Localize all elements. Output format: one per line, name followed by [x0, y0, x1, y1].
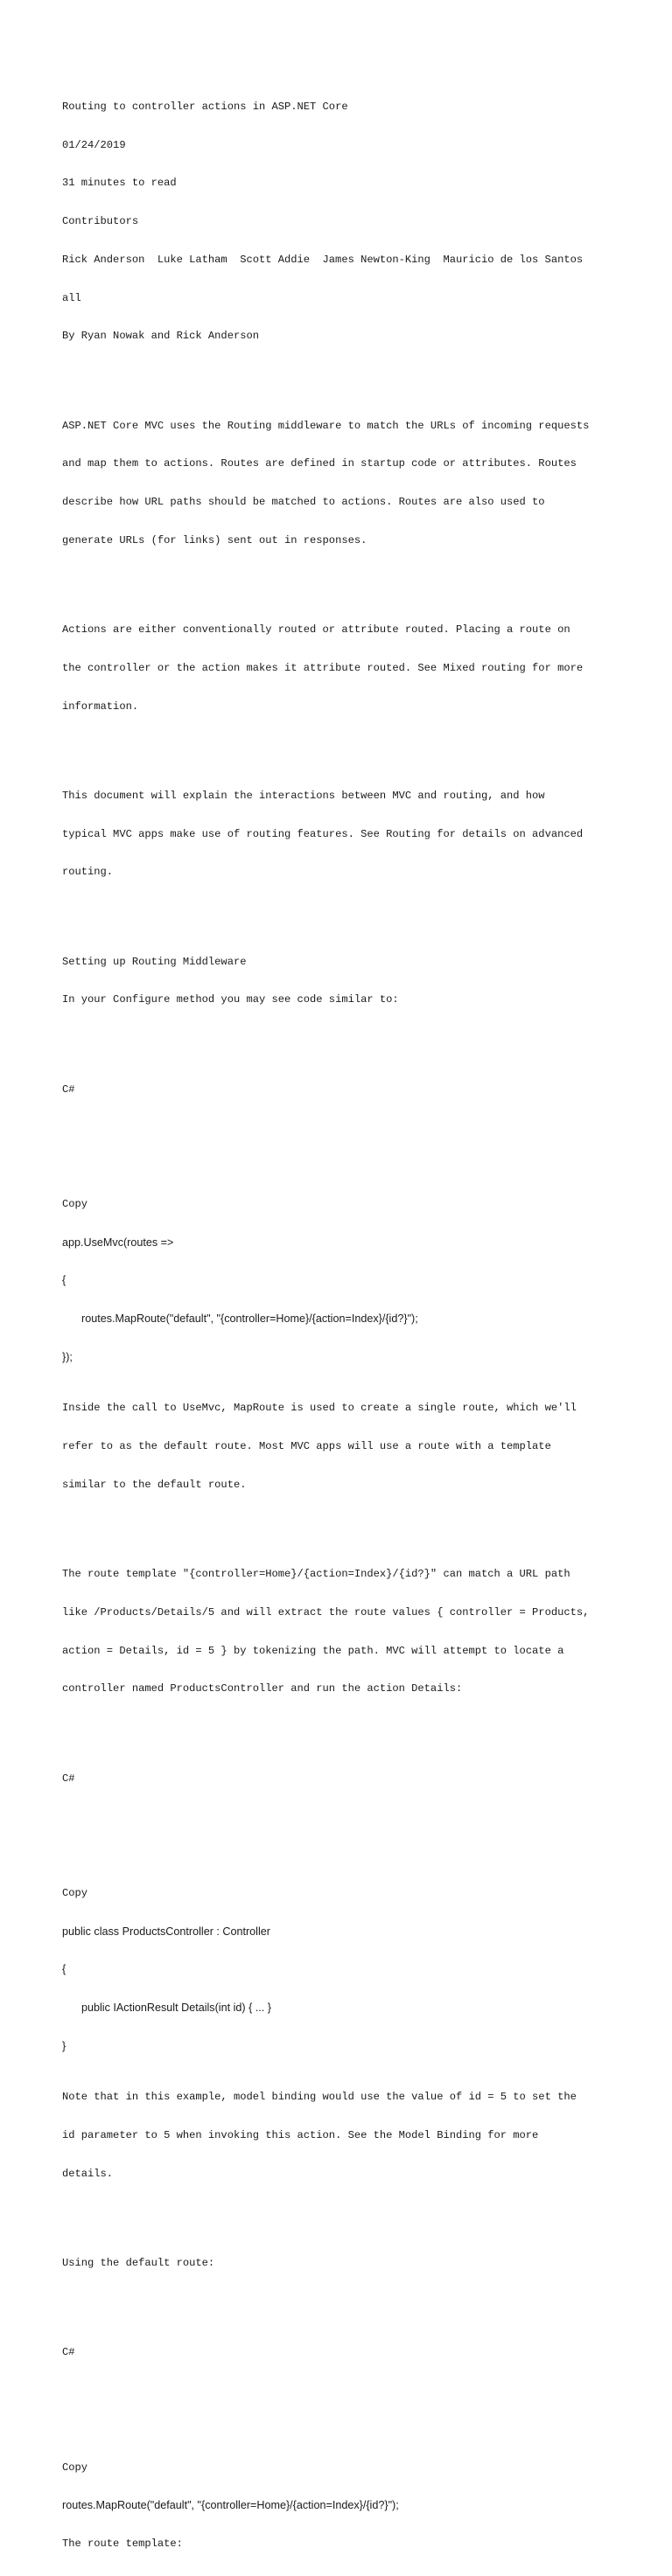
intro-paragraph-3-line: routing. — [62, 866, 114, 879]
body-paragraph-line: Inside the call to UseMvc, MapRoute is used to create a single route, which we'll — [62, 1402, 577, 1415]
copy-code-button[interactable]: Copy — [62, 1197, 88, 1210]
contributor-link[interactable]: Scott Addie — [240, 253, 311, 266]
body-paragraph-line: The route template: — [62, 2538, 183, 2551]
code-line: routes.MapRoute("default", "{controller=Home}/{action=Index}/{id?}"); — [62, 2499, 399, 2512]
copy-code-button[interactable]: Copy — [62, 1886, 88, 1899]
intro-paragraph-3-line: typical MVC apps make use of routing features. See Routing for details on advanced — [62, 827, 584, 840]
code-line: public class ProductsController : Controller — [62, 1925, 270, 1938]
body-paragraph-line: Note that in this example, model binding would use the value of id = 5 to set the — [62, 2091, 577, 2104]
read-time: 31 minutes to read — [62, 177, 177, 190]
byline: By Ryan Nowak and Rick Anderson — [62, 330, 259, 343]
intro-paragraph-2-line: information. — [62, 700, 139, 713]
code-language-label: C# — [62, 1083, 75, 1096]
body-paragraph-line: similar to the default route. — [62, 1478, 247, 1491]
publish-date: 01/24/2019 — [62, 138, 126, 151]
code-language-label: C# — [62, 1772, 75, 1785]
body-paragraph-line: The route template "{controller=Home}/{action=Index}/{id?}" can match a URL path — [62, 1568, 570, 1581]
code-line: { — [62, 1963, 66, 1976]
intro-paragraph-3-line: This document will explain the interactions between MVC and routing, and how — [62, 789, 545, 802]
contributor-link[interactable]: James Newton-King — [322, 253, 430, 266]
intro-paragraph-2-line: Actions are either conventionally routed or attribute routed. Placing a route on — [62, 623, 570, 637]
contributor-link[interactable]: Mauricio de los Santos — [443, 253, 584, 266]
code-line: routes.MapRoute("default", "{controller=Home}/{action=Index}/{id?}"); — [81, 1312, 418, 1326]
page-title: Routing to controller actions in ASP.NET Core — [62, 100, 348, 113]
body-paragraph-line: action = Details, id = 5 } by tokenizing the path. MVC will attempt to locate a — [62, 1644, 564, 1657]
intro-paragraph-1-line: and map them to actions. Routes are defined in startup code or attributes. Routes — [62, 457, 577, 470]
body-paragraph-line: id parameter to 5 when invoking this action. See the Model Binding for more — [62, 2129, 539, 2142]
code-line: }); — [62, 1350, 73, 1363]
section-heading: Setting up Routing Middleware — [62, 955, 247, 968]
contributors-label: Contributors — [62, 215, 139, 228]
body-paragraph-line: like /Products/Details/5 and will extract the route values { controller = Products, — [62, 1605, 590, 1619]
intro-paragraph-1-line: generate URLs (for links) sent out in responses. — [62, 533, 368, 547]
intro-paragraph-2-line: the controller or the action makes it attribute routed. See Mixed routing for more — [62, 661, 584, 674]
body-paragraph-line: controller named ProductsController and run the action Details: — [62, 1682, 463, 1695]
contributors-all-link[interactable]: all — [62, 291, 81, 304]
section-lead: In your Configure method you may see code similar to: — [62, 993, 399, 1006]
code-line: } — [62, 2040, 66, 2053]
code-line: { — [62, 1274, 66, 1287]
body-paragraph-line: refer to as the default route. Most MVC apps will use a route with a template — [62, 1440, 551, 1453]
intro-paragraph-1-line: ASP.NET Core MVC uses the Routing middleware to match the URLs of incoming requests — [62, 419, 590, 432]
contributor-link[interactable]: Luke Latham — [157, 253, 228, 266]
code-language-label: C# — [62, 2346, 75, 2359]
copy-code-button[interactable]: Copy — [62, 2461, 88, 2474]
code-line: public IActionResult Details(int id) { ... } — [81, 2002, 271, 2015]
contributors-list — [62, 254, 622, 267]
code-line: app.UseMvc(routes => — [62, 1236, 174, 1249]
contributor-link[interactable]: Rick Anderson — [62, 253, 145, 266]
body-paragraph-line: details. — [62, 2167, 114, 2180]
document-page — [62, 62, 622, 2576]
intro-paragraph-1-line: describe how URL paths should be matched to actions. Routes are also used to — [62, 496, 545, 509]
section-lead: Using the default route: — [62, 2257, 215, 2270]
